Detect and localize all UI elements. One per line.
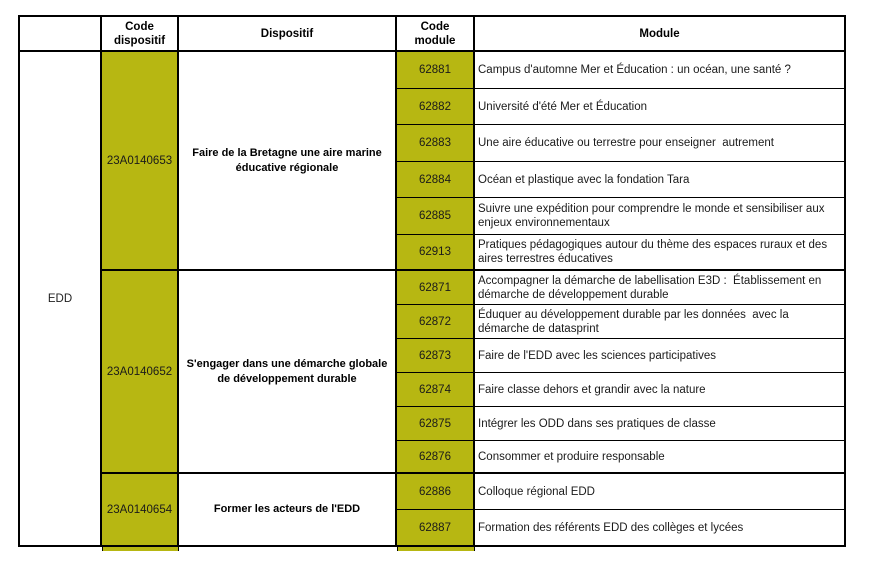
module-code-cell: 62885 <box>397 198 475 235</box>
header-code-dispositif: Code dispositif <box>102 17 179 52</box>
header-module: Module <box>475 17 844 52</box>
category-cell: EDD <box>20 52 102 545</box>
module-label-cell: Faire classe dehors et grandir avec la nature <box>475 373 844 407</box>
module-label-cell: Université d'été Mer et Éducation <box>475 89 844 125</box>
module-code-cell: 62872 <box>397 305 475 339</box>
module-label-cell: Colloque régional EDD <box>475 474 844 510</box>
cropped-next-row-stub <box>102 547 179 551</box>
module-label-cell: Campus d'automne Mer et Éducation : un océan, une santé ? <box>475 52 844 89</box>
module-code-cell: 62884 <box>397 162 475 198</box>
module-code-cell: 62887 <box>397 510 475 545</box>
dispositif-code-cell: 23A0140654 <box>102 474 179 545</box>
module-label-cell: Intégrer les ODD dans ses pratiques de classe <box>475 407 844 441</box>
module-code-cell: 62882 <box>397 89 475 125</box>
dispositif-code-cell: 23A0140653 <box>102 52 179 271</box>
module-code-cell: 62873 <box>397 339 475 373</box>
module-label-cell: Océan et plastique avec la fondation Tara <box>475 162 844 198</box>
module-label-cell: Pratiques pédagogiques autour du thème des espaces ruraux et des aires terrestres éducatives <box>475 235 844 271</box>
header-code-module: Code module <box>397 17 475 52</box>
module-label-cell: Consommer et produire responsable <box>475 441 844 474</box>
module-code-cell: 62886 <box>397 474 475 510</box>
module-code-cell: 62876 <box>397 441 475 474</box>
module-label-cell: Faire de l'EDD avec les sciences participatives <box>475 339 844 373</box>
dispositif-name-cell: Former les acteurs de l'EDD <box>179 474 397 545</box>
module-label-cell: Accompagner la démarche de labellisation E3D : Établissement en démarche de développement durable <box>475 271 844 305</box>
module-code-cell: 62913 <box>397 235 475 271</box>
cropped-next-row-stub <box>397 547 475 551</box>
dispositif-name-cell: Faire de la Bretagne une aire marine éducative régionale <box>179 52 397 271</box>
edd-training-table <box>18 15 846 547</box>
module-label-cell: Une aire éducative ou terrestre pour enseigner autrement <box>475 125 844 162</box>
module-label-cell: Formation des référents EDD des collèges et lycées <box>478 521 744 534</box>
header-corner-cell <box>20 17 102 52</box>
dispositif-code-cell: 23A0140652 <box>102 271 179 474</box>
module-code-cell: 62881 <box>397 52 475 89</box>
module-code-cell: 62875 <box>397 407 475 441</box>
header-dispositif: Dispositif <box>179 17 397 52</box>
module-label-cell: Suivre une expédition pour comprendre le monde et sensibiliser aux enjeux environnementaux <box>475 198 844 235</box>
module-code-cell: 62871 <box>397 271 475 305</box>
dispositif-name-cell: S'engager dans une démarche globale de développement durable <box>179 271 397 474</box>
module-code-cell: 62874 <box>397 373 475 407</box>
module-code-cell: 62883 <box>397 125 475 162</box>
module-label-cell: Éduquer au développement durable par les données avec la démarche de datasprint <box>475 305 844 339</box>
